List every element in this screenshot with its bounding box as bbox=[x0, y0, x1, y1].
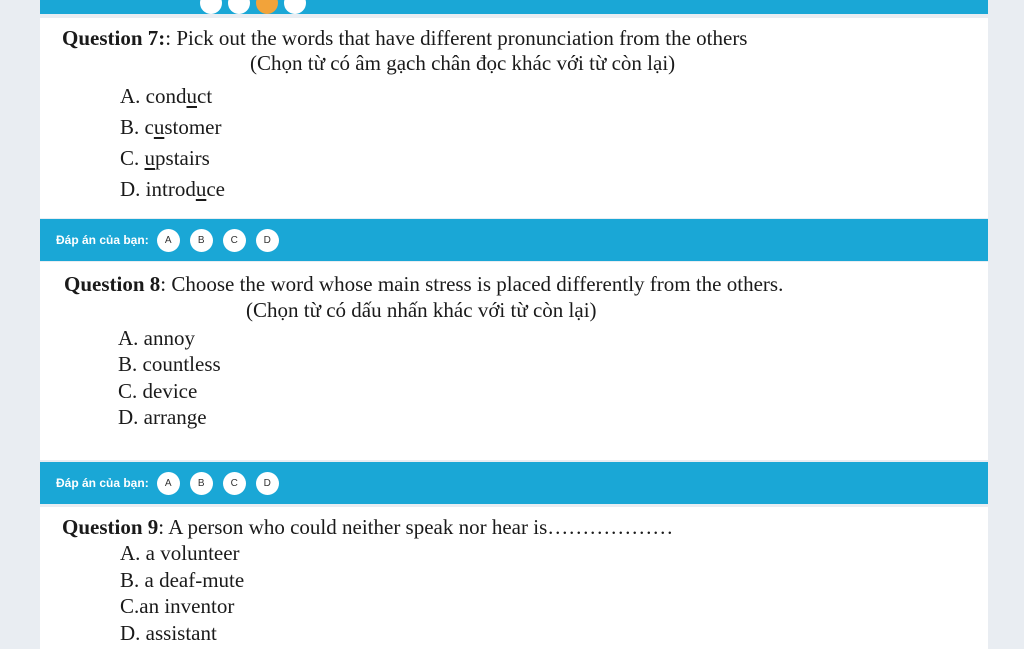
question-9-title: Question 9 bbox=[62, 515, 159, 539]
top-option-button[interactable] bbox=[200, 0, 222, 14]
question-7-answer-b: B. customer bbox=[120, 115, 222, 139]
question-8-answer-b: B. countless bbox=[118, 352, 221, 376]
question-8-title: Question 8 bbox=[64, 272, 161, 296]
answer-bar-q7 bbox=[40, 219, 988, 261]
question-9-answer-d: D. assistant bbox=[120, 621, 217, 645]
question-7-answer-d: D. introduce bbox=[120, 177, 225, 201]
option-a-button[interactable]: A bbox=[157, 472, 180, 495]
option-d-button[interactable]: D bbox=[256, 229, 279, 252]
question-7-title: Question 7: bbox=[62, 26, 166, 50]
question-7-answer-c: C. upstairs bbox=[120, 146, 210, 170]
option-b-button[interactable]: B bbox=[190, 229, 213, 252]
answer-bar-q8 bbox=[40, 462, 988, 504]
question-8-subtitle: (Chọn từ có dấu nhấn khác với từ còn lại) bbox=[246, 298, 597, 322]
question-8-answer-c: C. device bbox=[118, 379, 198, 403]
top-option-button[interactable] bbox=[228, 0, 250, 14]
option-b-button[interactable]: B bbox=[190, 472, 213, 495]
option-a-button[interactable]: A bbox=[157, 229, 180, 252]
question-8-heading bbox=[64, 272, 783, 297]
top-option-button-selected[interactable] bbox=[256, 0, 278, 14]
option-c-button[interactable]: C bbox=[223, 229, 246, 252]
question-9-heading bbox=[62, 515, 673, 540]
question-9-answer-b: B. a deaf-mute bbox=[120, 568, 245, 592]
answer-bar-label: Đáp án của bạn: bbox=[56, 233, 149, 247]
question-9-text: : A person who could neither speak nor hear is……………… bbox=[158, 515, 674, 539]
answer-bar-label: Đáp án của bạn: bbox=[56, 476, 149, 490]
option-c-button[interactable]: C bbox=[223, 472, 246, 495]
top-option-buttons bbox=[200, 0, 306, 14]
question-8-answer-a: A. annoy bbox=[118, 326, 195, 350]
option-d-button[interactable]: D bbox=[256, 472, 279, 495]
question-7-answer-a: A. conduct bbox=[120, 84, 213, 108]
question-8-answer-d: D. arrange bbox=[118, 405, 207, 429]
question-8-text: : Choose the word whose main stress is placed differently from the others. bbox=[160, 272, 784, 296]
question-7-heading bbox=[62, 26, 747, 51]
question-9-answer-c: C.an inventor bbox=[120, 594, 235, 618]
top-option-button[interactable] bbox=[284, 0, 306, 14]
question-9-answer-a: A. a volunteer bbox=[120, 541, 240, 565]
question-7-text: : Pick out the words that have different pronunciation from the others bbox=[165, 26, 748, 50]
answer-bar-top bbox=[40, 0, 988, 14]
question-7-subtitle: (Chọn từ có âm gạch chân đọc khác với từ còn lại) bbox=[250, 51, 676, 75]
